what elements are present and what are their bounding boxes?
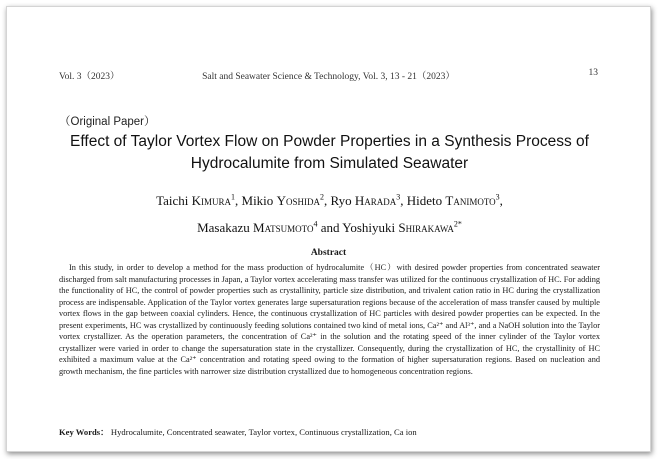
paper-title xyxy=(47,131,612,175)
paper-page xyxy=(6,6,651,452)
keywords-text: Hydrocalumite, Concentrated seawater, Taylor vortex, Continuous crystallization, Ca ion xyxy=(110,427,417,437)
keywords-label: Key Words： xyxy=(59,427,109,437)
volume-label: Vol. 3（2023） xyxy=(59,72,120,82)
author-list xyxy=(47,187,612,241)
paper-type: （Original Paper） xyxy=(59,116,156,128)
author-line-2 xyxy=(47,214,612,241)
author: Ryo Harada$^3$, xyxy=(330,192,407,208)
abstract-heading: Abstract xyxy=(310,248,347,258)
keywords xyxy=(59,426,600,438)
author: Hideto Tanimoto$^3$, xyxy=(406,192,503,208)
journal-citation: Salt and Seawater Science & Technology, Vol. 3, 13 - 21（2023） xyxy=(202,72,455,82)
author: Masakazu Matsumoto$^4$ and xyxy=(197,219,343,235)
abstract-body: In this study, in order to develop a method for the mass production of hydrocalumite（HC）with desired powder properties from concentrated seawater discharged from salt manufacturing processes in Japan, a Taylor vortex accelerating mass transfer was utilized for the continuous crystallization of HC. For adding the functionality of HC, the control of powder properties such as crystallinity, particle size distribution, and trivalent cation ratio in HC during the crystallization process are indispensable. Application of the Taylor vortex generates large supersaturation regions because of the acceleration of mass transfer caused by multiple vortex flows in the gap between coaxial cylinders. Hence, the continuous crystallization of HC particles with desired powder properties can be expected. In the present experiments, HC was crystallized by continuously feeding solutions contained two kind of metal ions, Ca²⁺ and Al³⁺, and a NaOH solution into the Taylor vortex crystallizer. As the operation parameters, the concentration of Ca²⁺ in the solution and the rotating speed of the inner cylinder of the Taylor vortex crystallizer were varied in order to change the supersaturation state in the crystallizer. Consequently, during the crystallization of HC, the crystallinity of HC exhibited a maximum value at the Ca²⁺ concentration and rotating speed owing to the formation of higher supersaturation regions. Based on nucleation and growth mechanism, the fine particles with narrower size distribution crystallized due to homogeneous concentration regions. xyxy=(59,263,600,376)
author: Mikio Yoshida$^2$, xyxy=(241,192,331,208)
page-number: 13 xyxy=(588,68,598,78)
author: Yoshiyuki Shirakawa$^{2*}$ xyxy=(342,219,462,235)
author: Taichi Kimura$^1$, xyxy=(156,192,242,208)
title-line-2: Hydrocalumite from Simulated Seawater xyxy=(190,155,469,172)
author-line-1 xyxy=(47,187,612,214)
title-line-1: Effect of Taylor Vortex Flow on Powder Properties in a Synthesis Process of xyxy=(70,133,589,150)
